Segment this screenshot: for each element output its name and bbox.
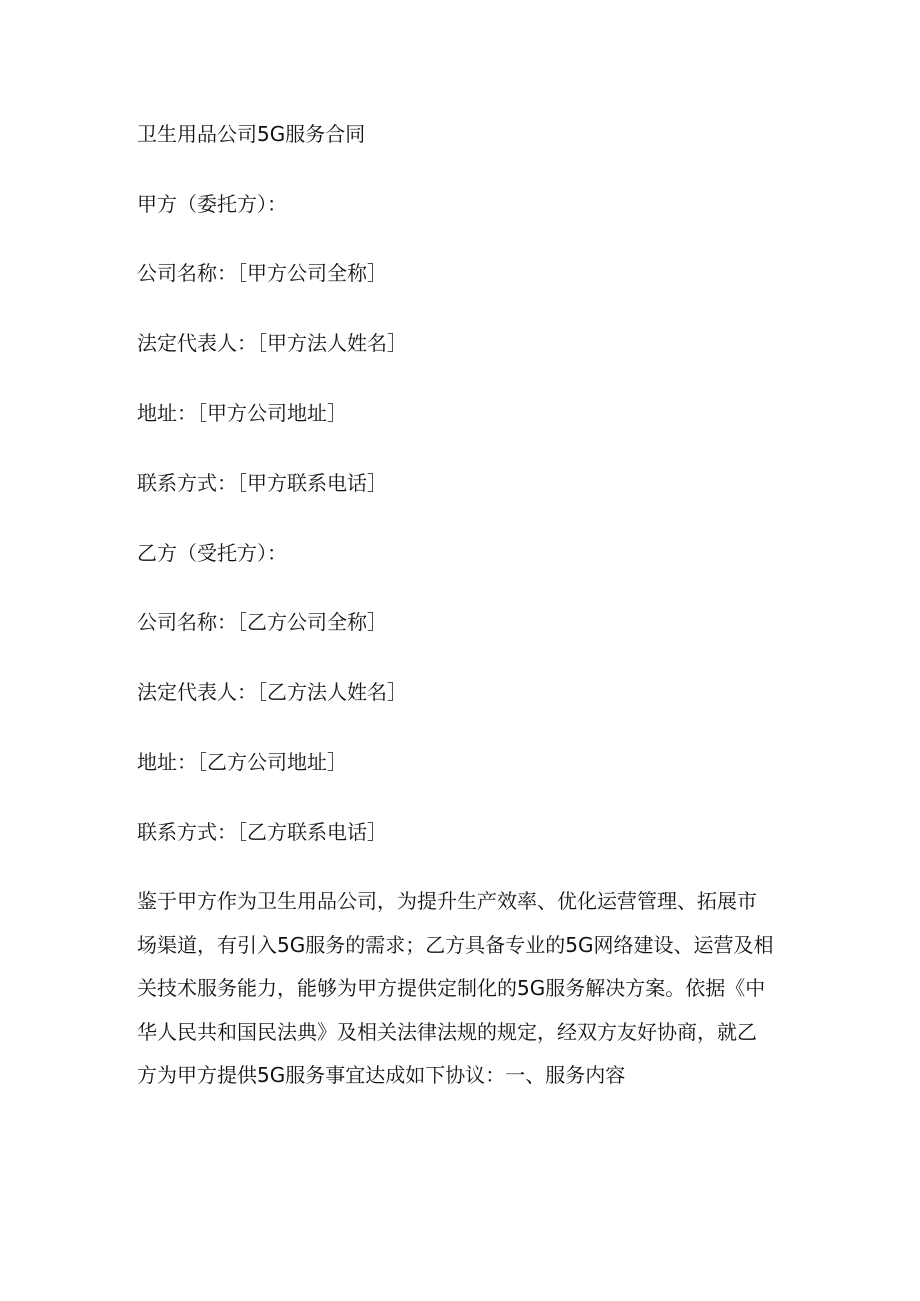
preamble-line: 关技术服务能力，能够为甲方提供定制化的5G服务解决方案。依据《中	[137, 976, 766, 1000]
preamble-line: 鉴于甲方作为卫生用品公司，为提升生产效率、优化运营管理、拓展市	[137, 889, 757, 913]
party-b-address: 地址：［乙方公司地址］	[137, 750, 347, 774]
party-b-heading: 乙方（受托方）：	[137, 541, 287, 565]
party-b-contact: 联系方式：［乙方联系电话］	[137, 820, 387, 844]
preamble-line: 方为甲方提供5G服务事宜达成如下协议：一、服务内容	[137, 1063, 626, 1087]
party-a-heading: 甲方（委托方）：	[137, 192, 287, 216]
document-title: 卫生用品公司5G服务合同	[137, 122, 366, 146]
preamble-line: 场渠道，有引入5G服务的需求；乙方具备专业的5G网络建设、运营及相	[137, 932, 774, 957]
party-a-company: 公司名称：［甲方公司全称］	[137, 261, 387, 285]
party-b-legal-rep: 法定代表人：［乙方法人姓名］	[137, 680, 407, 704]
party-b-company: 公司名称：［乙方公司全称］	[137, 610, 387, 634]
preamble-paragraph	[137, 880, 782, 1098]
party-a-address: 地址：［甲方公司地址］	[137, 401, 347, 425]
party-a-legal-rep: 法定代表人：［甲方法人姓名］	[137, 331, 407, 355]
preamble-line: 华人民共和国民法典》及相关法律法规的规定，经双方友好协商，就乙	[137, 1019, 757, 1044]
party-a-contact: 联系方式：［甲方联系电话］	[137, 471, 387, 495]
